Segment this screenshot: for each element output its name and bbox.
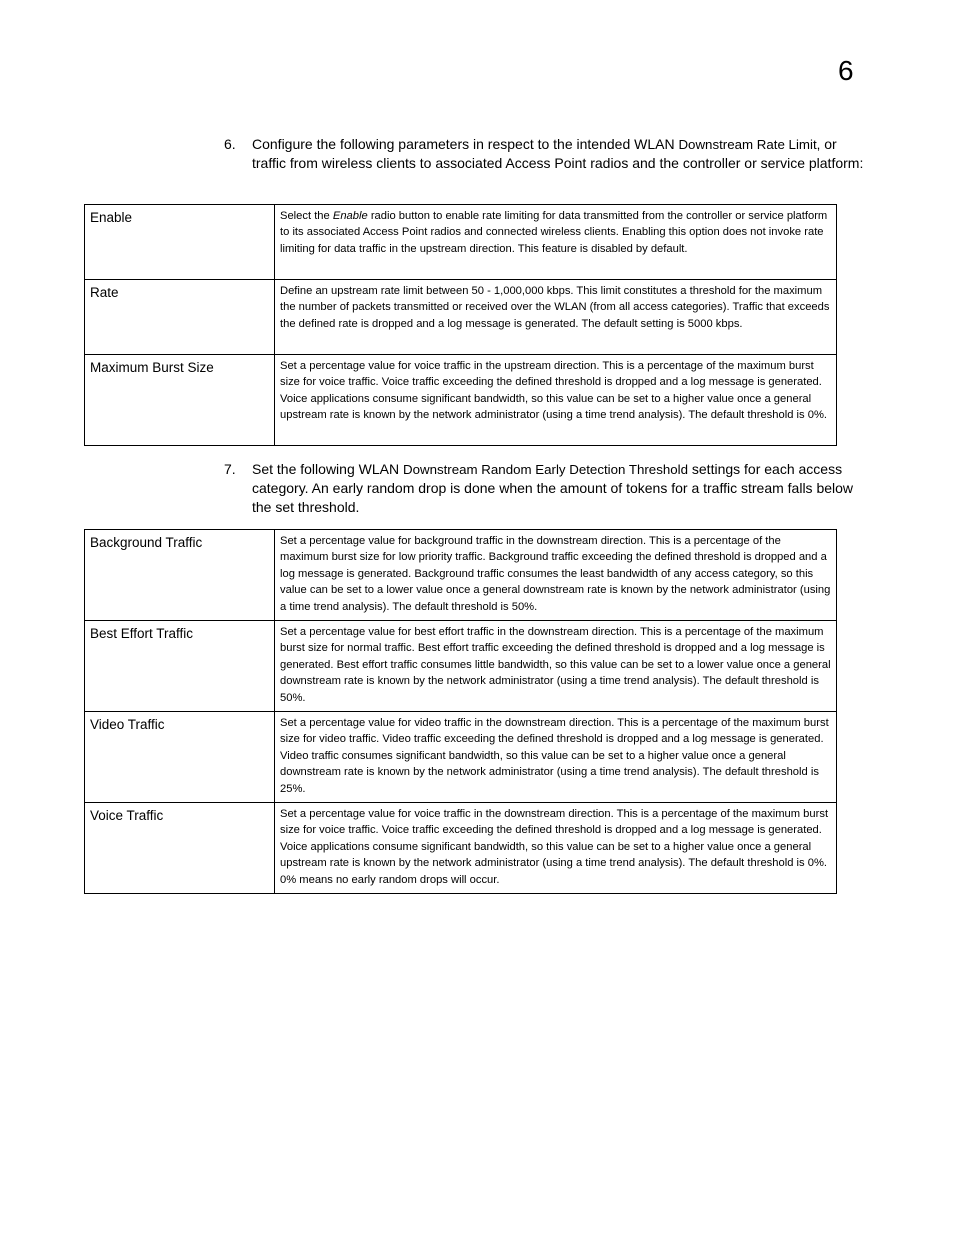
parameter-table-rate-limit (84, 204, 837, 446)
param-name: Best Effort Traffic (85, 621, 275, 712)
table-row (85, 803, 837, 894)
step-term: Downstream Random Early Detection Threshold (402, 462, 688, 477)
param-desc-text: radio button to enable rate limiting for data transmitted from the controller or service platform to its associated Access Point radios and connected wireless clients. Enabling this option does not invoke rate limiting for data traffic in the upstream direction. This feature is disabled by default. (280, 210, 828, 255)
step-7 (224, 460, 872, 517)
step-text-after: settings for each access category. An early random drop is done when the amount of tokens for a traffic stream falls below the set threshold. (252, 461, 854, 515)
step-text (252, 460, 872, 517)
chapter-number: 6 (838, 55, 854, 86)
table-row (85, 712, 837, 803)
table-row (85, 621, 837, 712)
step-text (252, 135, 872, 173)
param-desc-text: Select the (280, 210, 333, 222)
param-name: Rate (85, 280, 275, 355)
table-row (85, 530, 837, 621)
param-desc-emphasis: Enable (332, 210, 368, 222)
param-description (275, 205, 837, 280)
param-name: Enable (85, 205, 275, 280)
param-description: Set a percentage value for video traffic in the downstream direction. This is a percentage of the maximum burst size for video traffic. Video traffic exceeding the defined threshold is dropped and a log message is generated. Video traffic consumes significant bandwidth, so this value can be set to a higher value once a general downstream rate is known by the network administrator (using a time trend analysis). The default threshold is 25%. (275, 712, 837, 803)
param-description: Set a percentage value for background traffic in the downstream direction. This is a percentage of the maximum burst size for low priority traffic. Background traffic exceeding the defined threshold is dropped and a log message is generated. Background traffic consumes the least bandwidth of any access category, so this value can be set to a lower value once a general downstream rate is known by the network administrator (using a time trend analysis). The default threshold is 50%. (275, 530, 837, 621)
step-term: Downstream Rate Limit, (678, 137, 821, 152)
param-description: Define an upstream rate limit between 50 - 1,000,000 kbps. This limit constitutes a threshold for the maximum the number of packets transmitted or received over the WLAN (from all access categories). Traffic that exceeds the defined rate is dropped and a log message is generated. The default setting is 5000 kbps. (275, 280, 837, 355)
param-name: Maximum Burst Size (85, 355, 275, 446)
table-row (85, 205, 837, 280)
table-row (85, 355, 837, 446)
param-name: Background Traffic (85, 530, 275, 621)
step-text-before: Configure the following parameters in respect to the intended WLAN (252, 136, 679, 152)
step-text-after: or traffic from wireless clients to associated Access Point radios and the controller or service platform: (252, 136, 864, 171)
table-row (85, 280, 837, 355)
param-description: Set a percentage value for best effort traffic in the downstream direction. This is a percentage of the maximum burst size for normal traffic. Best effort traffic exceeding the defined threshold is dropped and a log message is generated. Best effort traffic consumes little bandwidth, so this value can be set to a lower value once a general downstream rate is known by the network administrator (using a time trend analysis). The default threshold is 50%. (275, 621, 837, 712)
param-name: Video Traffic (85, 712, 275, 803)
param-description: Set a percentage value for voice traffic in the upstream direction. This is a percentage of the maximum burst size for voice traffic. Voice traffic exceeding the defined threshold is dropped and a log message is generated. Voice applications consume significant bandwidth, so this value can be set to a higher value once a general upstream rate is known by the network administrator (using a time trend analysis). The default threshold is 0%. (275, 355, 837, 446)
parameter-table-red-threshold (84, 529, 837, 894)
step-number: 6. (224, 136, 236, 152)
step-6 (224, 135, 872, 173)
param-description: Set a percentage value for voice traffic in the downstream direction. This is a percentage of the maximum burst size for voice traffic. Voice traffic exceeding the defined threshold is dropped and a log message is generated. Voice applications consume significant bandwidth, so this value can be set to a higher value once a general upstream rate is known by the network administrator (using a time trend analysis). The default threshold is 0%. 0% means no early random drops will occur. (275, 803, 837, 894)
param-name: Voice Traffic (85, 803, 275, 894)
step-text-before: Set the following WLAN (252, 461, 403, 477)
step-number: 7. (224, 461, 236, 477)
